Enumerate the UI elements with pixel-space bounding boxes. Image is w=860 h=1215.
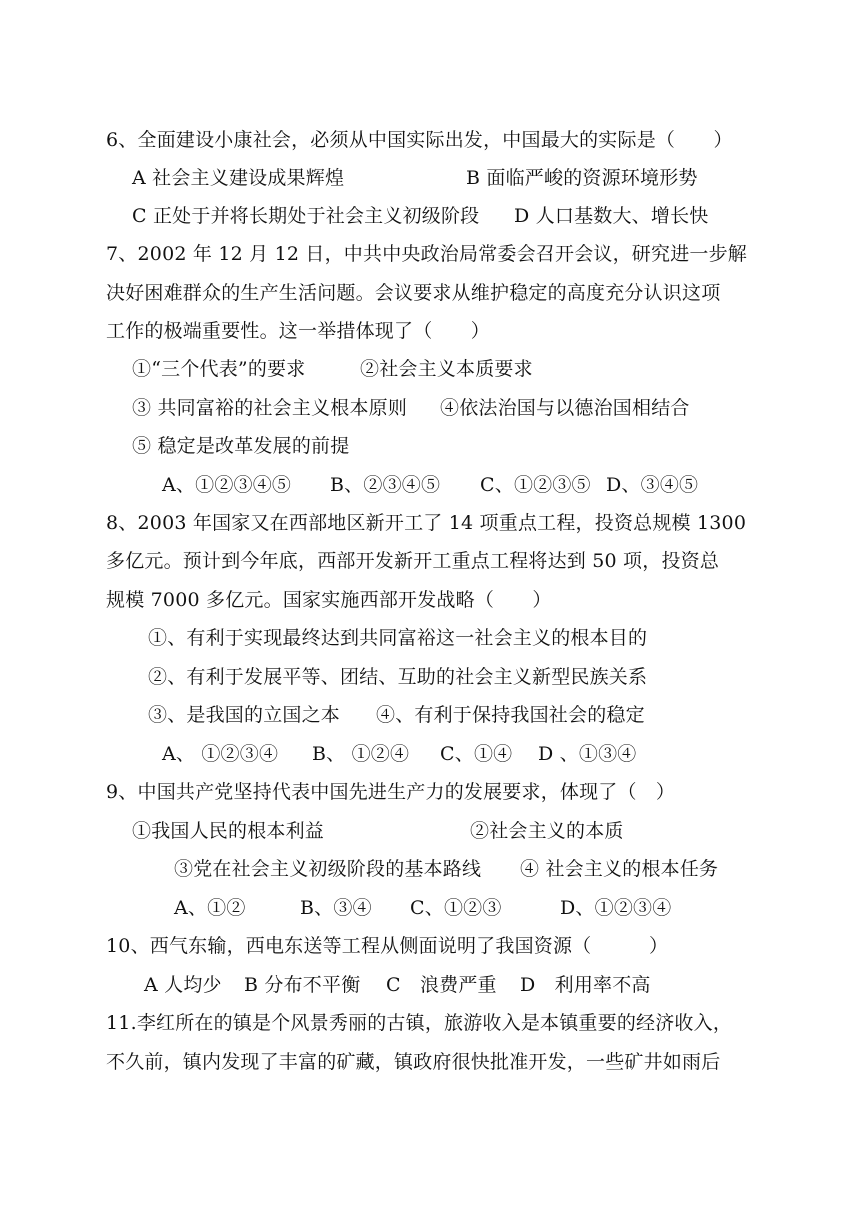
question-8-item-4: ④、有利于保持我国社会的稳定 xyxy=(376,704,645,726)
question-7-item-3: ③ 共同富裕的社会主义根本原则 xyxy=(132,397,408,419)
question-9-choice-a: A、①② xyxy=(174,897,246,919)
question-7-choice-d: D、③④⑤ xyxy=(606,474,699,496)
question-10-stem: 10、西气东输，西电东送等工程从侧面说明了我国资源（ ） xyxy=(106,935,669,957)
question-9-choice-b: B、③④ xyxy=(300,897,372,919)
question-7-choice-b: B、②③④⑤ xyxy=(330,474,441,496)
question-7-choice-c: C、①②③⑤ xyxy=(480,474,591,496)
question-7-item-5: ⑤ 稳定是改革发展的前提 xyxy=(132,435,350,457)
question-9-item-1: ①我国人民的根本利益 xyxy=(132,820,325,842)
question-7-item-1: ①“三个代表”的要求 xyxy=(132,358,306,380)
question-10-option-b: B 分布不平衡 xyxy=(244,974,361,996)
question-8-stem-line-1: 8、2003 年国家又在西部地区新开工了 14 项重点工程，投资总规模 1300 xyxy=(106,512,747,534)
question-10-option-d: D 利用率不高 xyxy=(520,974,651,996)
question-9-choice-d: D、①②③④ xyxy=(560,897,672,919)
question-6-option-c: C 正处于并将长期处于社会主义初级阶段 xyxy=(132,205,480,227)
question-8-stem-line-3: 规模 7000 多亿元。国家实施西部开发战略（ ） xyxy=(106,589,552,611)
question-8-choice-b: B、 ①②④ xyxy=(312,743,410,765)
question-9-choice-c: C、①②③ xyxy=(410,897,502,919)
question-9-item-2: ②社会主义的本质 xyxy=(470,820,624,842)
question-8-choice-a: A、 ①②③④ xyxy=(162,743,279,765)
question-7-stem-line-1: 7、2002 年 12 月 12 日，中共中央政治局常委会召开会议，研究进一步解 xyxy=(106,243,747,265)
question-6-option-b: B 面临严峻的资源环境形势 xyxy=(466,167,698,189)
question-7-item-2: ②社会主义本质要求 xyxy=(360,358,533,380)
question-8-item-2: ②、有利于发展平等、团结、互助的社会主义新型民族关系 xyxy=(148,666,648,688)
question-9-stem: 9、中国共产党坚持代表中国先进生产力的发展要求，体现了（ ） xyxy=(106,781,676,803)
question-10-option-c: C 浪费严重 xyxy=(386,974,497,996)
question-7-item-4: ④依法治国与以德治国相结合 xyxy=(440,397,690,419)
question-8-choice-d: D 、①③④ xyxy=(538,743,637,765)
question-11-stem-line-2: 不久前，镇内发现了丰富的矿藏，镇政府很快批准开发，一些矿井如雨后 xyxy=(106,1051,721,1073)
question-11-stem-line-1: 11.李红所在的镇是个风景秀丽的古镇，旅游收入是本镇重要的经济收入， xyxy=(106,1012,733,1034)
question-7-choice-a: A、①②③④⑤ xyxy=(162,474,292,496)
question-8-item-3: ③、是我国的立国之本 xyxy=(148,704,341,726)
question-10-option-a: A 人均少 xyxy=(144,974,222,996)
question-8-item-1: ①、有利于实现最终达到共同富裕这一社会主义的根本目的 xyxy=(148,627,648,649)
question-7-stem-line-2: 决好困难群众的生产生活问题。会议要求从维护稳定的高度充分认识这项 xyxy=(106,282,721,304)
question-8-stem-line-2: 多亿元。预计到今年底，西部开发新开工重点工程将达到 50 项，投资总 xyxy=(106,550,720,572)
question-9-item-3: ③党在社会主义初级阶段的基本路线 xyxy=(174,858,482,880)
question-6-option-a: A 社会主义建设成果辉煌 xyxy=(132,167,345,189)
question-6-option-d: D 人口基数大、增长快 xyxy=(514,205,709,227)
question-8-choice-c: C、①④ xyxy=(440,743,513,765)
question-9-item-4: ④ 社会主义的根本任务 xyxy=(520,858,719,880)
question-6-stem: 6、全面建设小康社会，必须从中国实际出发，中国最大的实际是（ ） xyxy=(106,129,733,151)
question-7-stem-line-3: 工作的极端重要性。这一举措体现了（ ） xyxy=(106,320,491,342)
